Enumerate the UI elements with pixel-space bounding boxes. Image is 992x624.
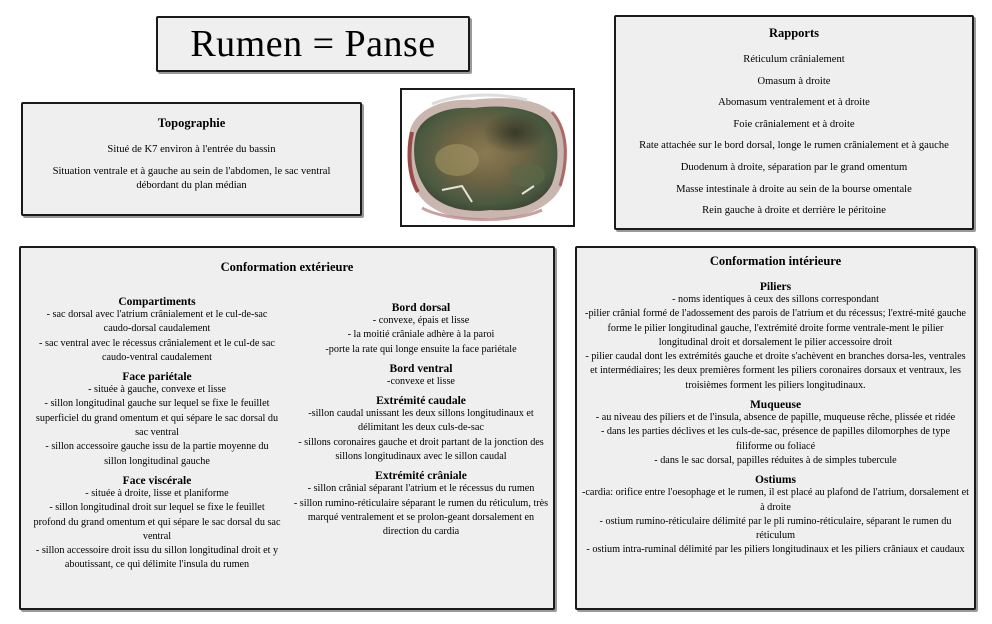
rapports-line: Duodenum à droite, séparation par le grand omentum: [680, 161, 908, 173]
rapports-line: Masse intestinale à droite au sein de la bourse omentale: [676, 183, 912, 195]
exterieure-left-column: [33, 296, 281, 573]
section-title: Face viscérale: [122, 474, 192, 487]
rapports-line: Abomasum ventralement et à droite: [718, 97, 870, 109]
topographie-line: Situation ventrale et à gauche au sein de l'abdomen, le sac ventral débordant du plan médian: [52, 165, 331, 192]
section-line: - sillon accessoire droit issu du sillon longitudinal droit et y aboutissant, ce qui délimite l'insula du rumen: [35, 545, 279, 571]
title-box: [156, 16, 470, 72]
section-line: - sillon rumino-réticulaire séparant le rumen du réticulum, très marqué ventralement et se prolon-geant dorsalement en direction du cardia: [293, 497, 549, 538]
section-line: - au niveau des piliers et de l'insula, absence de papille, muqueuse rêche, plissée et ridée: [595, 412, 956, 424]
section-title: Face pariétale: [122, 371, 192, 384]
section-line: - la moitié crâniale adhère à la paroi: [347, 329, 495, 341]
section-title: Bord dorsal: [391, 302, 451, 314]
section-title: Extrémité caudale: [376, 395, 466, 408]
section-line: - sillon longitudinal gauche sur lequel se fixe le feuillet superficiel du grand omentum et qui sépare le sac dorsal du sac ventral: [35, 398, 279, 439]
section-title: Compartiments: [118, 296, 196, 308]
section-line: -cardia: orifice entre l'oesophage et le rumen, il est placé au plafond de l'atrium, dorsalement et à droite: [582, 487, 969, 513]
rapports-line: Rein gauche à droite et derrière le péritoine: [702, 205, 886, 217]
topographie-line: Situé de K7 environ à l'entrée du bassin: [107, 144, 276, 155]
section-line: - noms identiques à ceux des sillons correspondant: [672, 294, 879, 305]
rumen-illustration: [402, 90, 573, 225]
conformation-exterieure-box: [19, 246, 555, 610]
section-title: Ostiums: [755, 474, 796, 487]
section-title: Bord ventral: [389, 362, 453, 375]
section-line: - sac dorsal avec l'atrium crânialement et le cul-de-sac caudo-dorsal caudalement: [46, 309, 268, 335]
section-line: -porte la rate qui longe ensuite la face pariétale: [325, 343, 517, 355]
section-title: Extrémité crâniale: [375, 470, 467, 483]
section-title: Muqueuse: [749, 399, 802, 412]
rapports-line: Rate attachée sur le bord dorsal, longe le rumen crânialement et à gauche: [639, 140, 949, 152]
section-title: Piliers: [759, 281, 792, 293]
exterieure-right-column: [293, 302, 549, 540]
conformation-exterieure-heading: Conformation extérieure: [220, 260, 354, 274]
rapports-box: [614, 15, 974, 230]
section-line: -pilier crânial formé de l'adossement des parois de l'atrium et du récessus; l'extré-mité gauche forme le pilier longitudinal gauche, l'extrémité droite forme ventrale-ment le pilier longitudinal droit et dorsalement le pilier accessoire droit: [585, 308, 966, 348]
rapports-heading: Rapports: [768, 26, 819, 40]
section-line: - sillon accessoire gauche issu de la partie moyenne du sillon longitudinal gauche: [45, 441, 269, 467]
rapports-line: Omasum à droite: [757, 75, 831, 87]
section-line: - sillons coronaires gauche et droit partant de la jonction des sillons longitudinaux avec le sillon caudal: [298, 436, 544, 463]
section-line: - située à gauche, convexe et lisse: [88, 384, 226, 396]
section-line: -convexe et lisse: [387, 375, 455, 387]
section-line: - sillon longitudinal droit sur lequel se fixe le feuillet profond du grand omentum et qui sépare le sac dorsal du sac ventral: [33, 502, 281, 542]
section-line: -sillon caudal unissant les deux sillons longitudinaux et délimitant les deux culs-de-sac: [308, 408, 534, 434]
section-line: - pilier caudal dont les extrémités gauche et droite s'achèvent en branches dorsa-les, ventrales et intermédiaires; les deux premières forment les piliers coronaires dorsaux et ventraux, les troisièmes forment les piliers longitudinaux.: [585, 351, 966, 391]
topographie-heading: Topographie: [157, 116, 226, 130]
section-line: - située à droite, lisse et planiforme: [85, 487, 229, 499]
section-line: - ostium intra-ruminal délimité par les piliers longitudinaux et les piliers crâniaux et caudaux: [586, 544, 965, 556]
section-line: - convexe, épais et lisse: [372, 315, 470, 326]
rumen-photo: [400, 88, 575, 227]
rapports-line: Foie crânialement et à droite: [733, 118, 855, 130]
section-line: - sac ventral avec le récessus crânialement et le cul-de sac caudo-ventral caudalement: [39, 337, 275, 363]
page-title: Rumen = Panse: [190, 23, 436, 65]
section-line: - dans le sac dorsal, papilles réduites à de simples tubercule: [654, 454, 897, 466]
section-line: - dans les parties déclives et les culs-de-sac, présence de papilles dilomorphes de type filiforme ou foliacé: [600, 426, 951, 452]
section-line: - ostium rumino-réticulaire délimité par le pli rumino-réticulaire, séparant le rumen du réticulum: [599, 515, 952, 542]
topographie-box: [21, 102, 362, 216]
conformation-interieure-box: [575, 246, 976, 610]
rapports-line: Réticulum crânialement: [743, 54, 845, 65]
section-line: - sillon crânial séparant l'atrium et le récessus du rumen: [307, 483, 535, 495]
conformation-interieure-heading: Conformation intérieure: [709, 254, 842, 268]
